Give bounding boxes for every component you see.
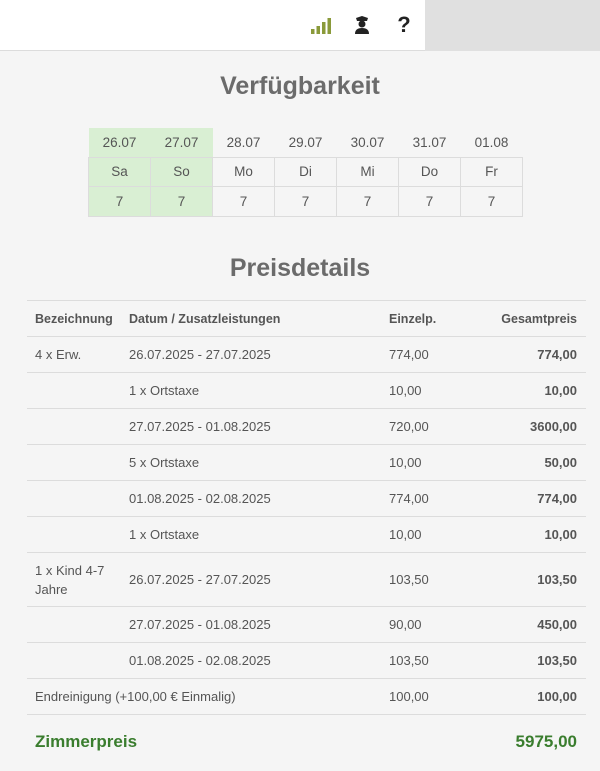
signal-strength-icon[interactable] [308,12,334,38]
price-row-date: 26.07.2025 - 27.07.2025 [129,553,389,607]
price-row-name [27,643,129,679]
price-row-unit-price: 10,00 [389,445,479,481]
calendar-count-cell: 7 [275,187,337,217]
price-row-date: 1 x Ortstaxe [129,373,389,409]
calendar-count-cell: 7 [151,187,213,217]
price-row-name [27,373,129,409]
calendar-date-cell: 01.08 [474,134,509,150]
price-row-name [27,409,129,445]
calendar-date-cell: 26.07 [89,128,151,157]
price-row-total: 50,00 [479,445,586,481]
price-row-unit-price: 100,00 [389,679,479,715]
price-row [27,679,586,715]
price-row-name [27,481,129,517]
price-row-total: 450,00 [479,607,586,643]
price-row-total: 100,00 [479,679,586,715]
calendar-date-cell: 30.07 [350,134,385,150]
room-price-total [27,732,586,754]
price-row-total: 774,00 [479,337,586,373]
help-icon[interactable]: ? [397,12,411,37]
price-row [27,445,586,481]
calendar-date-cell: 27.07 [151,128,213,157]
calendar-day-cell: Fr [461,157,523,187]
header-date: Datum / Zusatzleistungen [129,301,389,337]
calendar-day-cell: Mi [337,157,399,187]
calendar-count-cell: 7 [461,187,523,217]
price-row-total: 103,50 [479,553,586,607]
calendar-day-cell: Mo [213,157,275,187]
price-row-total: 10,00 [479,517,586,553]
user-agent-icon[interactable] [349,12,375,38]
price-row [27,337,586,373]
price-row [27,517,586,553]
price-table [27,300,586,715]
calendar-count-cell: 7 [89,187,151,217]
room-price-label: Zimmerpreis [35,732,138,751]
header-side-panel [425,0,600,51]
top-bar [0,0,600,51]
price-row [27,373,586,409]
header-name: Bezeichnung [27,301,129,337]
price-row-name [27,445,129,481]
price-row [27,643,586,679]
price-row-total: 3600,00 [479,409,586,445]
calendar-count-cell: 7 [337,187,399,217]
price-row-unit-price: 103,50 [389,643,479,679]
room-price-value: 5975,00 [515,732,577,751]
price-row [27,607,586,643]
calendar-count-cell: 7 [399,187,461,217]
price-row-name: Endreinigung (+100,00 € Einmalig) [27,679,389,715]
price-row-unit-price: 774,00 [389,337,479,373]
price-row-unit-price: 90,00 [389,607,479,643]
price-row-total: 103,50 [479,643,586,679]
price-row-unit-price: 720,00 [389,409,479,445]
price-row-name: 4 x Erw. [27,337,129,373]
price-row-date: 27.07.2025 - 01.08.2025 [129,607,389,643]
price-row-unit-price: 10,00 [389,517,479,553]
price-row-date: 26.07.2025 - 27.07.2025 [129,337,389,373]
header-total-price: Gesamtpreis [479,301,586,337]
calendar-date-cell: 29.07 [288,134,323,150]
calendar-count-cell: 7 [213,187,275,217]
price-row-name: 1 x Kind 4-7 Jahre [27,553,129,607]
price-row [27,409,586,445]
availability-calendar [88,128,523,217]
price-row [27,553,586,607]
calendar-date-cell: 28.07 [226,134,261,150]
calendar-day-cell: So [151,157,213,187]
price-row-date: 1 x Ortstaxe [129,517,389,553]
price-row-name [27,607,129,643]
price-row-date: 01.08.2025 - 02.08.2025 [129,481,389,517]
price-row-date: 01.08.2025 - 02.08.2025 [129,643,389,679]
price-row-name [27,517,129,553]
header-unit-price: Einzelp. [389,301,479,337]
price-table-header [27,301,586,337]
price-details-title: Preisdetails [229,254,371,282]
price-row-unit-price: 10,00 [389,373,479,409]
price-row-date: 27.07.2025 - 01.08.2025 [129,409,389,445]
price-row-date: 5 x Ortstaxe [129,445,389,481]
calendar-day-cell: Di [275,157,337,187]
calendar-date-cell: 31.07 [412,134,447,150]
availability-title: Verfügbarkeit [220,72,380,100]
price-row [27,481,586,517]
calendar-day-cell: Do [399,157,461,187]
price-row-unit-price: 103,50 [389,553,479,607]
price-row-total: 774,00 [479,481,586,517]
price-row-total: 10,00 [479,373,586,409]
calendar-day-cell: Sa [89,157,151,187]
price-row-unit-price: 774,00 [389,481,479,517]
